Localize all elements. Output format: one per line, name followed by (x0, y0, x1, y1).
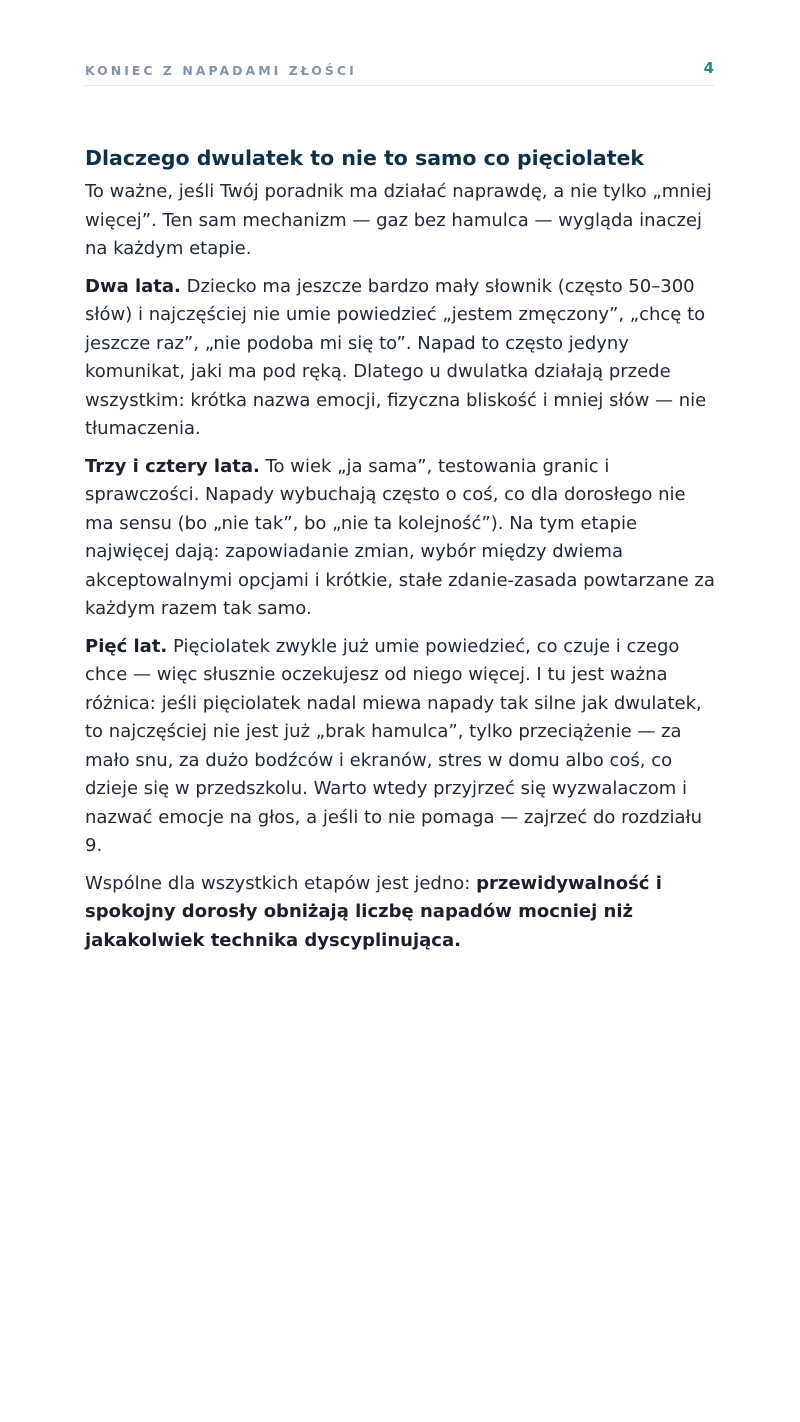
stage-paragraph-five-years (85, 633, 718, 861)
book-title: KONIEC Z NAPADAMI ZŁOŚCI (85, 63, 357, 78)
running-header (85, 58, 714, 86)
section-title: Dlaczego dwulatek to nie to samo co pięciolatek (85, 146, 645, 170)
page-number: 4 (703, 59, 714, 77)
stage-paragraph-two-years (85, 273, 718, 444)
summary-paragraph (85, 870, 718, 956)
stage-text: Pięciolatek zwykle już umie powiedzieć, co czuje i czego chce — więc słusznie oczekujesz od niego więcej. I tu jest ważna różnica: jeśli pięciolatek nadal miewa napady tak silne jak dwulatek, to najczęściej nie jest już „brak hamulca”, tylko przeciążenie — za mało snu, za dużo bodźców i ekranów, stres w domu albo coś, co dzieje się w przedszkolu. Warto wtedy przyjrzeć się wyzwalaczom i nazwać emocje na głos, a jeśli to nie pomaga — zajrzeć do rozdziału 9. (85, 635, 703, 856)
stage-text: To wiek „ja sama”, testowania granic i sprawczości. Napady wybuchają często o coś, co dla dorosłego nie ma sensu (bo „nie tak”, bo „nie ta kolejność”). Na tym etapie najwięcej dają: zapowiadanie zmian, wybór między dwiema akceptowalnymi opcjami i krótkie, stałe zdanie-zasada powtarzane za każdym razem tak samo. (85, 455, 715, 619)
stage-paragraph-three-four-years (85, 453, 718, 624)
stage-label: Trzy i cztery lata. (85, 455, 260, 477)
stage-label: Pięć lat. (85, 635, 168, 657)
summary-lead: Wspólne dla wszystkich etapów jest jedno: (85, 872, 477, 894)
intro-paragraph: To ważne, jeśli Twój poradnik ma działać naprawdę, a nie tylko „mniej więcej”. Ten sam mechanizm — gaz bez hamulca — wygląda inaczej na każdym etapie. (85, 181, 712, 259)
summary-emphasis: przewidywalność i spokojny dorosły obniżają liczbę napadów mocniej niż jakakolwiek technika dyscyplinująca. (85, 872, 662, 951)
stage-label: Dwa lata. (85, 275, 181, 297)
stage-text: Dziecko ma jeszcze bardzo mały słownik (często 50–300 słów) i najczęściej nie umie powiedzieć „jestem zmęczony”, „chcę to jeszcze raz”, „nie podoba mi się to”. Napad to często jedyny komunikat, jaki ma pod ręką. Dlatego u dwulatka działają przede wszystkim: krótka nazwa emocji, fizyczna bliskość i mniej słów — nie tłumaczenia. (85, 275, 707, 439)
section-content (85, 143, 718, 964)
